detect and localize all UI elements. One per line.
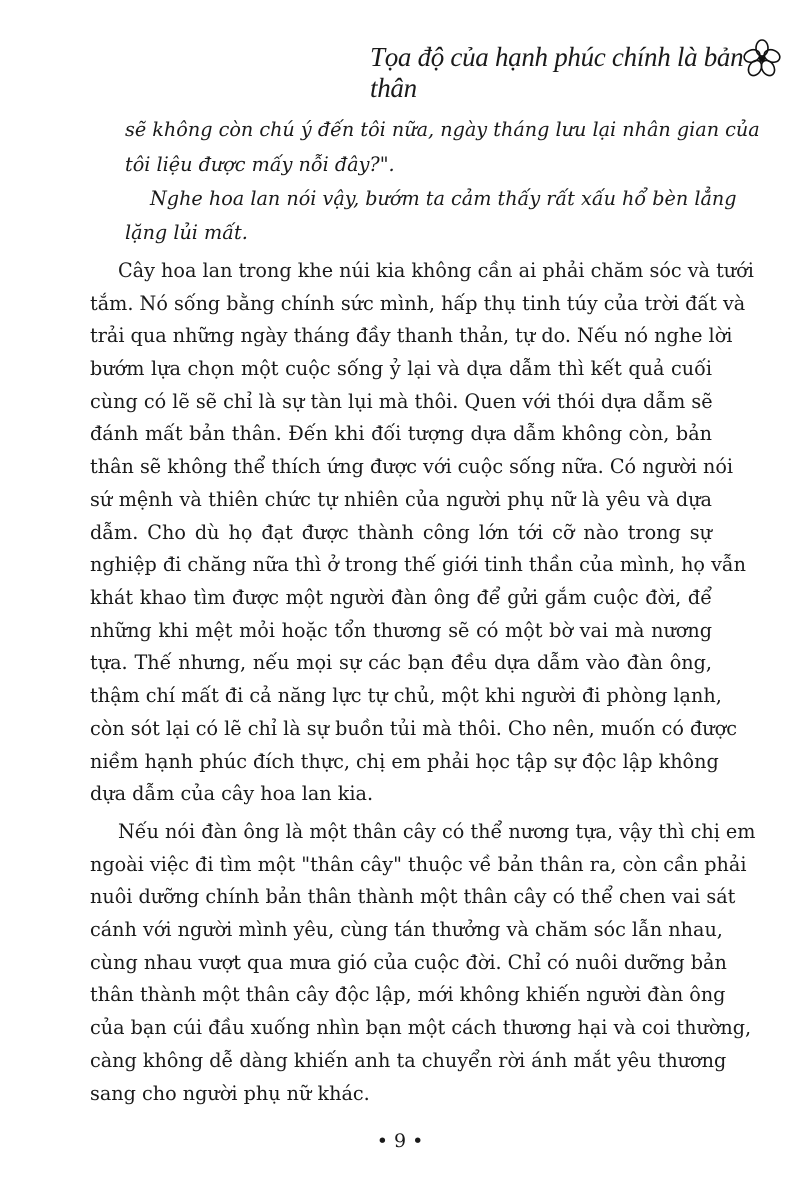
text-line: khát khao tìm được một người đàn ông để gửi gắm cuộc đời, để xyxy=(90,586,712,609)
text-line: của bạn cúi đầu xuống nhìn bạn một cách thương hại và coi thường, xyxy=(90,1016,752,1039)
text-line: tôi liệu được mấy nỗi đây?". xyxy=(125,153,395,176)
text-line: Nếu nói đàn ông là một thân cây có thể nương tựa, vậy thì chị em xyxy=(118,820,756,843)
text-line: những khi mệt mỏi hoặc tổn thương sẽ có một bờ vai mà nương xyxy=(90,619,712,642)
text-line: sang cho người phụ nữ khác. xyxy=(90,1082,370,1105)
text-line: nuôi dưỡng chính bản thân thành một thân cây có thể chen vai sát xyxy=(90,885,736,908)
text-line: sứ mệnh và thiên chức tự nhiên của người phụ nữ là yêu và dựa xyxy=(90,488,712,511)
flower-icon xyxy=(742,38,782,78)
text-line: cùng có lẽ sẽ chỉ là sự tàn lụi mà thôi. Quen với thói dựa dẫm sẽ xyxy=(90,390,713,413)
text-line: cùng nhau vượt qua mưa gió của cuộc đời. Chỉ có nuôi dưỡng bản xyxy=(90,951,727,974)
text-line: dẫm. Cho dù họ đạt được thành công lớn tới cỡ nào trong sự xyxy=(90,521,712,544)
text-line: nghiệp đi chăng nữa thì ở trong thế giới tinh thần của mình, họ vẫn xyxy=(90,553,747,576)
text-line: cánh với người mình yêu, cùng tán thưởng và chăm sóc lẫn nhau, xyxy=(90,918,723,941)
text-line: Cây hoa lan trong khe núi kia không cần ai phải chăm sóc và tưới xyxy=(118,259,754,282)
page-number: • 9 • xyxy=(376,1130,424,1152)
text-line: càng không dễ dàng khiến anh ta chuyển rời ánh mắt yêu thương xyxy=(90,1049,727,1072)
text-line: đánh mất bản thân. Đến khi đối tượng dựa dẫm không còn, bản xyxy=(90,422,712,445)
running-header-title: Tọa độ của hạnh phúc chính là bản thân xyxy=(370,42,744,103)
text-line: Nghe hoa lan nói vậy, bướm ta cảm thấy rất xấu hổ bèn lẳng xyxy=(150,187,737,210)
text-line: lặng lủi mất. xyxy=(125,221,248,244)
text-line: niềm hạnh phúc đích thực, chị em phải học tập sự độc lập không xyxy=(90,750,719,773)
text-line: tắm. Nó sống bằng chính sức mình, hấp thụ tinh túy của trời đất và xyxy=(90,292,746,315)
text-line: thân thành một thân cây độc lập, mới không khiến người đàn ông xyxy=(90,983,726,1006)
text-line: tựa. Thế nhưng, nếu mọi sự các bạn đều dựa dẫm vào đàn ông, xyxy=(90,651,712,674)
text-line: còn sót lại có lẽ chỉ là sự buồn tủi mà thôi. Cho nên, muốn có được xyxy=(90,717,737,740)
text-line: trải qua những ngày tháng đầy thanh thản, tự do. Nếu nó nghe lời xyxy=(90,324,733,347)
text-line: dựa dẫm của cây hoa lan kia. xyxy=(90,782,374,805)
text-line: sẽ không còn chú ý đến tôi nữa, ngày tháng lưu lại nhân gian của xyxy=(125,118,760,141)
text-line: thân sẽ không thể thích ứng được với cuộc sống nữa. Có người nói xyxy=(90,455,734,478)
text-line: thậm chí mất đi cả năng lực tự chủ, một khi người đi phòng lạnh, xyxy=(90,684,722,707)
text-line: bướm lựa chọn một cuộc sống ỷ lại và dựa dẫm thì kết quả cuối xyxy=(90,357,712,380)
running-header xyxy=(370,42,790,103)
text-line: ngoài việc đi tìm một "thân cây" thuộc về bản thân ra, còn cần phải xyxy=(90,853,747,876)
